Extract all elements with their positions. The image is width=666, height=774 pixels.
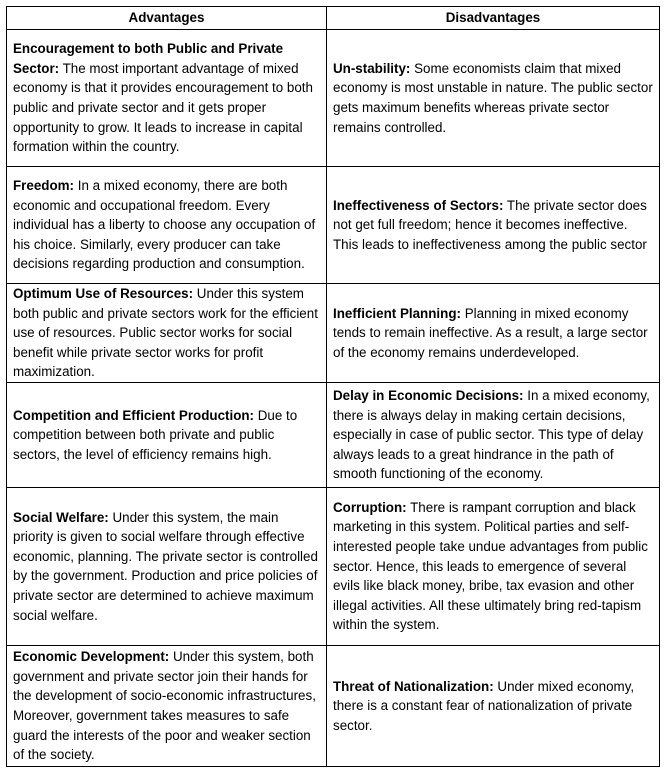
table-row	[7, 284, 660, 383]
disadvantage-term: Inefficient Planning:	[333, 305, 461, 321]
disadvantage-cell	[327, 284, 660, 383]
disadvantage-term: Delay in Economic Decisions:	[333, 387, 524, 403]
table-row	[7, 487, 660, 645]
disadvantage-text: In a mixed economy, there is always delay in making certain decisions, especially in case of public sector. This type of delay always leads to a great hindrance in the path of smooth functioning of the economy.	[333, 387, 650, 482]
disadvantage-text: There is rampant corruption and black marketing in this system. Political parties and self- interested people take undue advantages from public sector. Hence, this leads to emergence of several evils like black money, bribe, tax evasion and other illegal activities. All these ultimately bring red-tapism within the system.	[333, 499, 648, 633]
disadvantage-cell	[327, 167, 660, 284]
disadvantage-term: Ineffectiveness of Sectors:	[333, 197, 504, 213]
advantage-cell	[7, 167, 327, 284]
advantage-term: Competition and Efficient Production:	[13, 407, 255, 423]
disadvantage-cell	[327, 30, 660, 167]
table-row	[7, 382, 660, 487]
advantage-text: Under this system, the main priority is given to social welfare through effective economic, planning. The private sector is controlled by the government. Production and price policies of private sector are determined to achieve maximum social welfare.	[13, 509, 318, 623]
disadvantages-header: Disadvantages	[327, 7, 660, 30]
disadvantage-cell	[327, 645, 660, 766]
disadvantage-cell	[327, 382, 660, 487]
advantage-term: Freedom:	[13, 178, 75, 194]
advantage-term: Encouragement to both Public and Private Sector:	[13, 41, 284, 76]
advantages-disadvantages-table	[6, 6, 660, 767]
advantage-term: Economic Development:	[13, 649, 170, 665]
advantage-cell	[7, 382, 327, 487]
advantage-cell	[7, 284, 327, 383]
header-row	[7, 7, 660, 30]
advantage-cell	[7, 30, 327, 167]
disadvantage-term: Corruption:	[333, 499, 407, 515]
advantage-text: Under this system both public and private sectors work for the efficient use of resources. Public sector works for social benefit while private sector works for profit maximization.	[13, 286, 318, 380]
table-row	[7, 167, 660, 284]
table-row	[7, 30, 660, 167]
disadvantage-text: Some economists claim that mixed economy is most unstable in nature. The public sector gets maximum benefits whereas private sector remains controlled.	[333, 60, 653, 135]
advantage-text: The most important advantage of mixed economy is that it provides encouragement to both public and private sector and it gets proper opportunity to grow. It leads to increase in capital formation within the country.	[13, 60, 313, 155]
disadvantage-term: Threat of Nationalization:	[333, 678, 494, 694]
advantages-header: Advantages	[7, 7, 327, 30]
advantage-text: In a mixed economy, there are both economic and occupational freedom. Every individual has a liberty to choose any occupation of his choice. Similarly, every producer can take decisions regarding production and consumption.	[13, 178, 316, 272]
disadvantage-term: Un-stability:	[333, 60, 411, 76]
table-row	[7, 645, 660, 766]
disadvantage-text: Under mixed economy, there is a constant fear of nationalization of private sector.	[333, 678, 635, 733]
disadvantage-cell	[327, 487, 660, 645]
advantage-term: Optimum Use of Resources:	[13, 286, 194, 301]
disadvantage-text: The private sector does not get full freedom; hence it becomes ineffective. This leads to ineffectiveness among the public sector	[333, 197, 647, 252]
advantage-text: Under this system, both government and private sector join their hands for the development of socio-economic infrastructures, Moreover, government takes measures to safe guard the interests of the poor and weaker section of the society.	[13, 649, 316, 763]
advantage-cell	[7, 487, 327, 645]
advantage-cell	[7, 645, 327, 766]
advantage-term: Social Welfare:	[13, 509, 109, 525]
advantage-text: Due to competition between both private and public sectors, the level of efficiency remains high.	[13, 407, 298, 462]
disadvantage-text: Planning in mixed economy tends to remain ineffective. As a result, a large sector of the economy remains underdeveloped.	[333, 305, 648, 360]
